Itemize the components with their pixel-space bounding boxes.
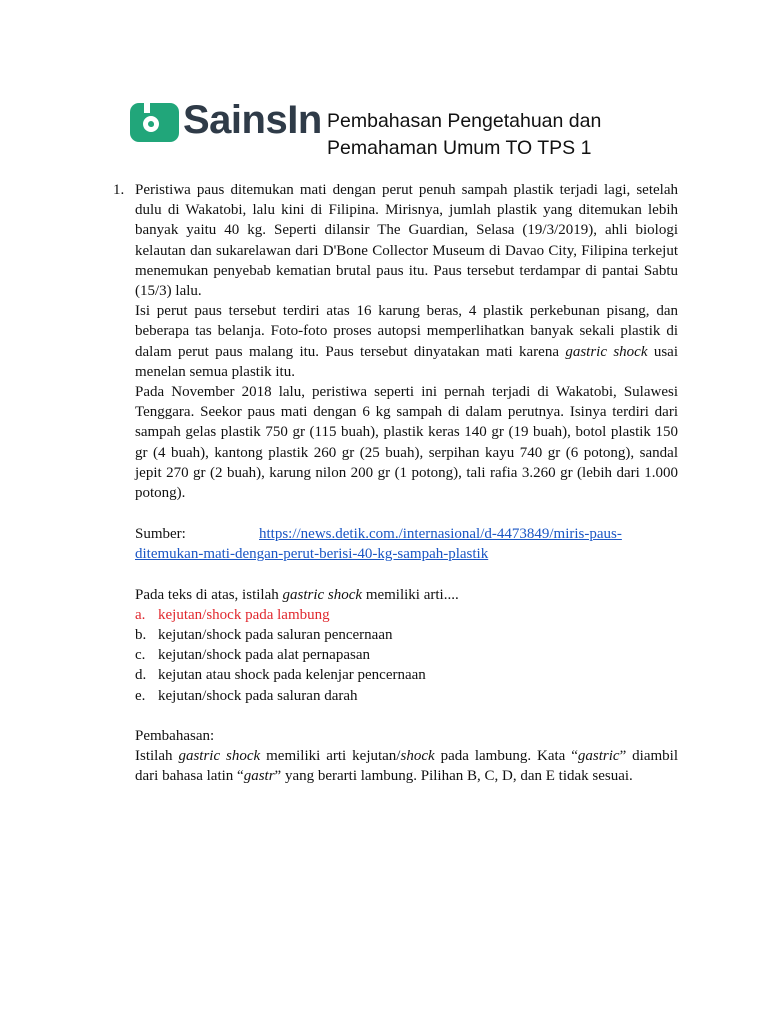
title-line-1: Pembahasan Pengetahuan dan: [327, 110, 602, 132]
explanation-text: Istilah gastric shock memiliki arti kejutan/shock pada lambung. Kata “gastric” diambil dari bahasa latin “gastr” yang berarti lambung. Pilihan B, C, D, dan E tidak sesuai.: [135, 748, 679, 785]
question-body: [135, 180, 678, 786]
option-e: e. kejutan/shock pada saluran darah: [135, 687, 358, 704]
question-number: 1.: [113, 182, 125, 198]
passage-paragraph-1: Peristiwa paus ditemukan mati dengan perut penuh sampah plastik terjadi lagi, setelah dulu di Wakatobi, lalu kini di Filipina. Mirisnya, jumlah plastik yang ditemukan lebih banyak yaitu 40 kg. Seperti dilansir The Guardian, Selasa (19/3/2019), ahli biologi kelautan dan sukarelawan dari D'Bone Collector Museum di Davao City, Filipina terkejut menemukan penyebab kematian brutal paus itu. Paus tersebut terdampar di pantai Sabtu (15/3) lalu.: [135, 182, 678, 300]
explanation-heading: Pembahasan:: [135, 727, 215, 744]
document-title: [327, 108, 601, 162]
passage-paragraph-3: Pada November 2018 lalu, peristiwa seperti ini pernah terjadi di Wakatobi, Sulawesi Tenggara. Seekor paus mati dengan 6 kg sampah di dalam perutnya. Isinya terdiri dari sampah gelas plastik 750 gr (115 buah), plastik keras 140 gr (19 buah), botol plastik 150 gr (4 buah), kantong plastik 260 gr (25 buah), serpihan kayu 740 gr (6 potong), sandal jepit 270 gr (2 buah), karung nilon 200 gr (1 potong), tali rafia 3.260 gr (lebih dari 1.000 potong).: [135, 384, 678, 502]
question-prompt: Pada teks di atas, istilah gastric shock memiliki arti....: [135, 586, 459, 603]
answer-options: [135, 605, 678, 706]
passage-paragraph-2: Isi perut paus tersebut terdiri atas 16 karung beras, 4 plastik perkebunan pisang, dan beberapa tas belanja. Foto-foto proses autopsi memperlihatkan banyak sekali plastik di dalam perut paus malang itu. Paus tersebut dinyatakan mati karena gastric shock usai menelan semua plastik itu.: [135, 303, 678, 380]
sainsin-logo-icon: [130, 103, 179, 142]
source-line: [135, 524, 678, 564]
option-c: c. kejutan/shock pada alat pernapasan: [135, 647, 370, 664]
option-b: b. kejutan/shock pada saluran pencernaan: [135, 627, 393, 644]
logo-text: SainsIn: [183, 98, 322, 142]
source-label: Sumber:: [135, 526, 186, 543]
option-d: d. kejutan atau shock pada kelenjar pencernaan: [135, 667, 426, 684]
source-link[interactable]: https://news.detik.com./internasional/d-4473849/miris-paus- ditemukan-mati-dengan-perut-berisi-40-kg-sampah-plastik: [135, 526, 622, 563]
title-line-2: Pemahaman Umum TO TPS 1: [327, 137, 592, 159]
option-a: a. kejutan/shock pada lambung: [135, 606, 330, 623]
